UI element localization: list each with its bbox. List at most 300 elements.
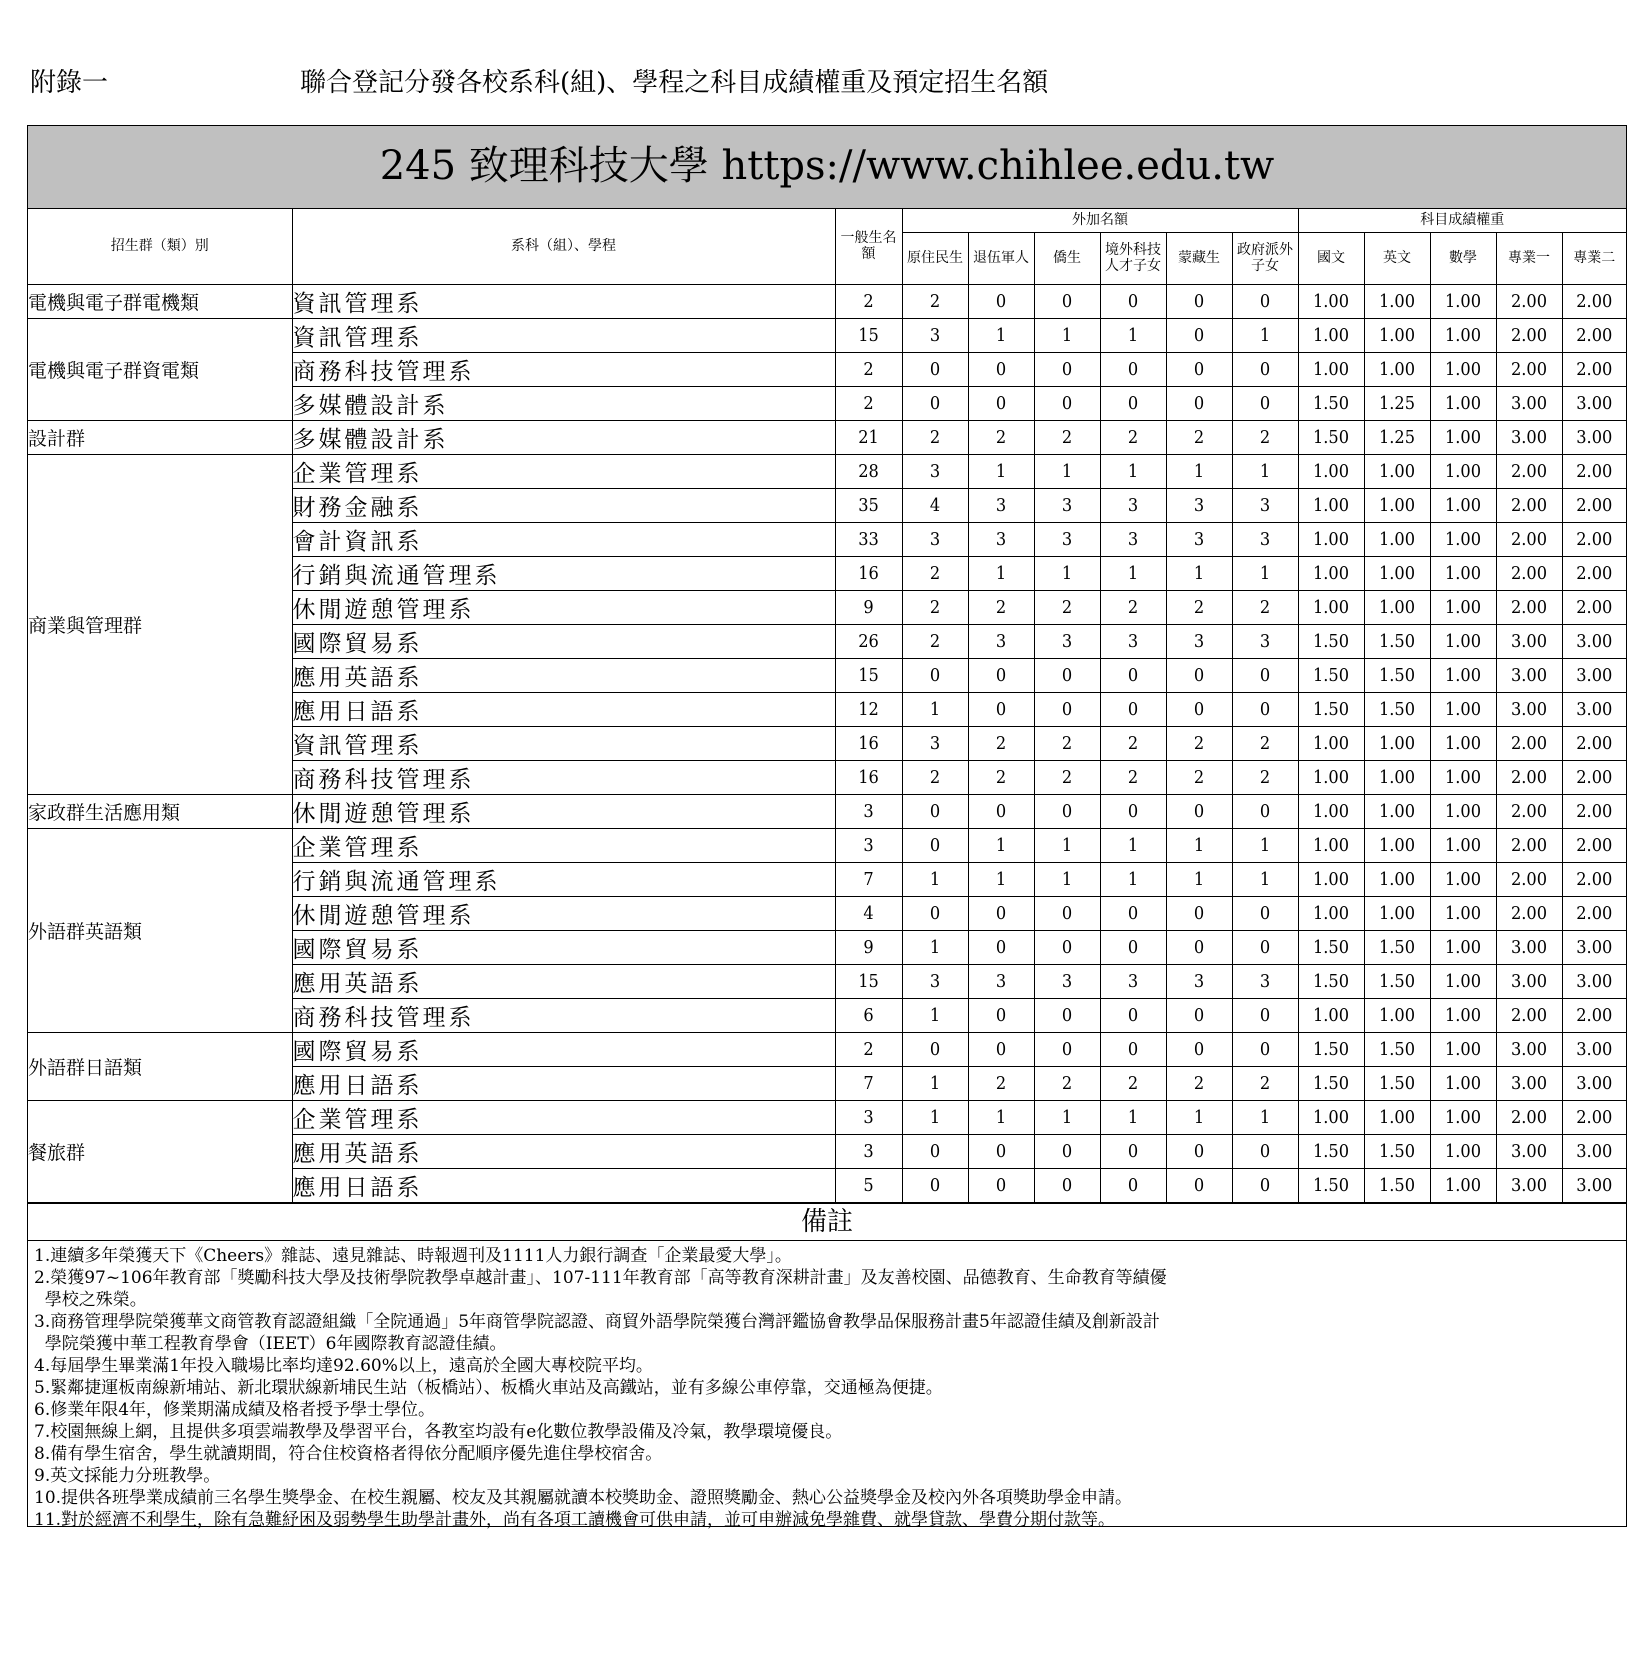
weight-cell: 1.00: [1430, 624, 1496, 658]
weight-cell: 3.00: [1562, 692, 1626, 726]
header-extra-quota: 外加名額: [902, 209, 1298, 232]
extra-quota-cell: 0: [968, 930, 1034, 964]
header-weight-col: 專業二: [1562, 232, 1626, 284]
note-item: 8.備有學生宿舍，學生就讀期間，符合住校資格者得依分配順序優先進住學校宿舍。: [34, 1443, 663, 1464]
group-cell: 電機與電子群資電類: [28, 318, 292, 420]
extra-quota-cell: 0: [1034, 896, 1100, 930]
extra-quota-cell: 0: [1166, 318, 1232, 352]
extra-quota-cell: 1: [902, 692, 968, 726]
extra-quota-cell: 0: [1034, 1168, 1100, 1202]
weight-cell: 1.00: [1364, 556, 1430, 590]
extra-quota-cell: 0: [968, 896, 1034, 930]
weight-cell: 2.00: [1496, 794, 1562, 828]
general-quota-cell: 16: [835, 556, 902, 590]
extra-quota-cell: 0: [1034, 794, 1100, 828]
weight-cell: 3.00: [1496, 692, 1562, 726]
extra-quota-cell: 2: [1100, 1066, 1166, 1100]
weight-cell: 3.00: [1562, 1134, 1626, 1168]
extra-quota-cell: 2: [1034, 760, 1100, 794]
dept-cell: 資訊管理系: [292, 726, 835, 760]
weight-cell: 2.00: [1496, 284, 1562, 318]
general-quota-cell: 7: [835, 1066, 902, 1100]
weight-cell: 3.00: [1496, 930, 1562, 964]
extra-quota-cell: 3: [1232, 624, 1298, 658]
weight-cell: 1.25: [1364, 420, 1430, 454]
weight-cell: 3.00: [1562, 386, 1626, 420]
weight-cell: 2.00: [1496, 454, 1562, 488]
weight-cell: 2.00: [1496, 590, 1562, 624]
extra-quota-cell: 3: [1034, 522, 1100, 556]
extra-quota-cell: 0: [968, 692, 1034, 726]
dept-cell: 多媒體設計系: [292, 386, 835, 420]
weight-cell: 1.00: [1298, 488, 1364, 522]
extra-quota-cell: 0: [1166, 896, 1232, 930]
extra-quota-cell: 0: [968, 998, 1034, 1032]
header-group: 招生群（類）別: [28, 209, 292, 284]
group-cell: 餐旅群: [28, 1100, 292, 1202]
weight-cell: 2.00: [1496, 352, 1562, 386]
weight-cell: 1.50: [1298, 1066, 1364, 1100]
extra-quota-cell: 0: [1232, 692, 1298, 726]
weight-cell: 1.00: [1298, 794, 1364, 828]
extra-quota-cell: 0: [1100, 930, 1166, 964]
general-quota-cell: 21: [835, 420, 902, 454]
extra-quota-cell: 0: [1034, 386, 1100, 420]
extra-quota-cell: 1: [1166, 862, 1232, 896]
header-dept: 系科（組）、學程: [292, 209, 835, 284]
extra-quota-cell: 0: [968, 352, 1034, 386]
extra-quota-cell: 3: [1232, 964, 1298, 998]
extra-quota-cell: 2: [1166, 726, 1232, 760]
appendix-label: 附錄一: [30, 68, 109, 98]
heading-title: 聯合登記分發各校系科(組)、學程之科目成績權重及預定招生名額: [300, 68, 1049, 98]
header-general-quota: 一般生名額: [835, 209, 902, 284]
weight-cell: 2.00: [1496, 556, 1562, 590]
extra-quota-cell: 0: [1166, 692, 1232, 726]
extra-quota-cell: 1: [968, 454, 1034, 488]
extra-quota-cell: 3: [1034, 488, 1100, 522]
extra-quota-cell: 3: [968, 964, 1034, 998]
extra-quota-cell: 0: [1166, 1032, 1232, 1066]
extra-quota-cell: 0: [1232, 284, 1298, 318]
weight-cell: 3.00: [1496, 420, 1562, 454]
dept-cell: 應用日語系: [292, 692, 835, 726]
extra-quota-cell: 2: [1166, 590, 1232, 624]
header-extra-col: 境外科技人才子女: [1100, 232, 1166, 284]
extra-quota-cell: 0: [1034, 692, 1100, 726]
extra-quota-cell: 0: [902, 794, 968, 828]
dept-cell: 休閒遊憩管理系: [292, 896, 835, 930]
weight-cell: 1.00: [1298, 556, 1364, 590]
extra-quota-cell: 0: [1100, 284, 1166, 318]
general-quota-cell: 4: [835, 896, 902, 930]
extra-quota-cell: 0: [1232, 930, 1298, 964]
extra-quota-cell: 1: [1232, 1100, 1298, 1134]
weight-cell: 2.00: [1496, 726, 1562, 760]
extra-quota-cell: 0: [1034, 998, 1100, 1032]
weight-cell: 1.00: [1364, 760, 1430, 794]
extra-quota-cell: 0: [1166, 284, 1232, 318]
extra-quota-cell: 0: [968, 658, 1034, 692]
weight-cell: 1.00: [1364, 284, 1430, 318]
general-quota-cell: 3: [835, 1100, 902, 1134]
weight-cell: 1.00: [1364, 352, 1430, 386]
extra-quota-cell: 1: [1232, 454, 1298, 488]
weight-cell: 1.00: [1430, 726, 1496, 760]
weight-cell: 1.25: [1364, 386, 1430, 420]
weight-cell: 1.00: [1298, 1100, 1364, 1134]
extra-quota-cell: 2: [1100, 726, 1166, 760]
weight-cell: 2.00: [1496, 998, 1562, 1032]
extra-quota-cell: 3: [1166, 624, 1232, 658]
extra-quota-cell: 1: [1232, 828, 1298, 862]
extra-quota-cell: 1: [902, 930, 968, 964]
extra-quota-cell: 1: [1034, 862, 1100, 896]
weight-cell: 1.00: [1298, 998, 1364, 1032]
extra-quota-cell: 2: [902, 624, 968, 658]
weight-cell: 1.50: [1364, 1032, 1430, 1066]
extra-quota-cell: 0: [1100, 692, 1166, 726]
weight-cell: 1.00: [1364, 794, 1430, 828]
weight-cell: 2.00: [1496, 522, 1562, 556]
extra-quota-cell: 0: [1166, 1168, 1232, 1202]
note-item: 10.提供各班學業成績前三名學生獎學金、在校生親屬、校友及其親屬就讀本校獎助金、證照獎勵金、熱心公益獎學金及校內外各項獎助學金申請。: [34, 1487, 1133, 1508]
weight-cell: 1.00: [1298, 862, 1364, 896]
extra-quota-cell: 0: [902, 896, 968, 930]
weight-cell: 2.00: [1562, 998, 1626, 1032]
extra-quota-cell: 1: [1034, 454, 1100, 488]
extra-quota-cell: 0: [1100, 1032, 1166, 1066]
general-quota-cell: 9: [835, 590, 902, 624]
extra-quota-cell: 0: [1100, 352, 1166, 386]
extra-quota-cell: 0: [902, 828, 968, 862]
extra-quota-cell: 2: [968, 760, 1034, 794]
weight-cell: 1.50: [1364, 692, 1430, 726]
weight-cell: 1.00: [1430, 658, 1496, 692]
group-cell: 家政群生活應用類: [28, 794, 292, 828]
extra-quota-cell: 3: [1034, 964, 1100, 998]
extra-quota-cell: 3: [1100, 964, 1166, 998]
extra-quota-cell: 3: [1100, 488, 1166, 522]
extra-quota-cell: 1: [902, 998, 968, 1032]
extra-quota-cell: 0: [1100, 896, 1166, 930]
dept-cell: 應用日語系: [292, 1066, 835, 1100]
weight-cell: 3.00: [1496, 386, 1562, 420]
extra-quota-cell: 0: [968, 1168, 1034, 1202]
dept-cell: 應用英語系: [292, 658, 835, 692]
dept-cell: 商務科技管理系: [292, 998, 835, 1032]
general-quota-cell: 7: [835, 862, 902, 896]
school-banner: 245 致理科技大學 https://www.chihlee.edu.tw: [28, 126, 1626, 209]
extra-quota-cell: 0: [1034, 1032, 1100, 1066]
note-item: 6.修業年限4年，修業期滿成績及格者授予學士學位。: [34, 1399, 436, 1420]
weight-cell: 2.00: [1562, 318, 1626, 352]
general-quota-cell: 5: [835, 1168, 902, 1202]
table-row: [28, 1100, 1626, 1134]
extra-quota-cell: 2: [1034, 420, 1100, 454]
extra-quota-cell: 2: [1166, 760, 1232, 794]
extra-quota-cell: 2: [968, 590, 1034, 624]
weight-cell: 1.00: [1298, 284, 1364, 318]
extra-quota-cell: 0: [902, 1032, 968, 1066]
weight-cell: 1.00: [1298, 896, 1364, 930]
extra-quota-cell: 0: [1100, 1168, 1166, 1202]
weight-cell: 3.00: [1496, 624, 1562, 658]
weight-cell: 3.00: [1496, 1032, 1562, 1066]
extra-quota-cell: 2: [902, 590, 968, 624]
extra-quota-cell: 2: [902, 420, 968, 454]
extra-quota-cell: 0: [1100, 386, 1166, 420]
note-item: 3.商務管理學院榮獲華文商管教育認證組織「全院通過」5年商管學院認證、商貿外語學院榮獲台灣評鑑協會教學品保服務計畫5年認證佳績及創新設計 學院榮獲中華工程教育學會（IEET）6年國際教育認證佳績。: [34, 1311, 1160, 1354]
extra-quota-cell: 0: [1166, 352, 1232, 386]
note-item: 1.連續多年榮獲天下《Cheers》雜誌、遠見雜誌、時報週刊及1111人力銀行調查「企業最愛大學」。: [34, 1245, 792, 1266]
weight-cell: 1.00: [1430, 386, 1496, 420]
weight-cell: 1.50: [1364, 1168, 1430, 1202]
extra-quota-cell: 1: [1232, 862, 1298, 896]
extra-quota-cell: 0: [1232, 1168, 1298, 1202]
general-quota-cell: 3: [835, 1134, 902, 1168]
weight-cell: 3.00: [1562, 1066, 1626, 1100]
dept-cell: 商務科技管理系: [292, 352, 835, 386]
general-quota-cell: 26: [835, 624, 902, 658]
extra-quota-cell: 0: [1232, 1032, 1298, 1066]
extra-quota-cell: 0: [902, 658, 968, 692]
weight-cell: 1.50: [1364, 658, 1430, 692]
extra-quota-cell: 0: [902, 352, 968, 386]
weight-cell: 1.00: [1298, 318, 1364, 352]
general-quota-cell: 2: [835, 1032, 902, 1066]
weight-cell: 1.00: [1430, 318, 1496, 352]
weight-cell: 2.00: [1496, 862, 1562, 896]
weight-cell: 1.50: [1298, 1134, 1364, 1168]
extra-quota-cell: 0: [902, 1168, 968, 1202]
weight-cell: 1.00: [1298, 352, 1364, 386]
weight-cell: 1.00: [1298, 590, 1364, 624]
weight-cell: 3.00: [1562, 1168, 1626, 1202]
extra-quota-cell: 1: [968, 828, 1034, 862]
extra-quota-cell: 1: [968, 556, 1034, 590]
weight-cell: 1.00: [1430, 556, 1496, 590]
extra-quota-cell: 1: [1034, 556, 1100, 590]
general-quota-cell: 2: [835, 284, 902, 318]
weight-cell: 1.00: [1298, 522, 1364, 556]
weight-cell: 1.50: [1298, 420, 1364, 454]
table-row: [28, 420, 1626, 454]
extra-quota-cell: 3: [1166, 964, 1232, 998]
table-row: [28, 794, 1626, 828]
dept-cell: 應用英語系: [292, 1134, 835, 1168]
weight-cell: 1.00: [1298, 828, 1364, 862]
extra-quota-cell: 0: [1232, 352, 1298, 386]
extra-quota-cell: 1: [968, 1100, 1034, 1134]
weight-cell: 1.00: [1364, 488, 1430, 522]
extra-quota-cell: 3: [1232, 522, 1298, 556]
dept-cell: 會計資訊系: [292, 522, 835, 556]
weight-cell: 1.00: [1430, 964, 1496, 998]
notes-title: 備註: [28, 1203, 1626, 1241]
weight-cell: 1.00: [1364, 522, 1430, 556]
weight-cell: 2.00: [1562, 896, 1626, 930]
weight-cell: 1.50: [1298, 930, 1364, 964]
extra-quota-cell: 0: [1166, 386, 1232, 420]
weight-cell: 3.00: [1496, 1066, 1562, 1100]
extra-quota-cell: 0: [1166, 998, 1232, 1032]
extra-quota-cell: 0: [968, 284, 1034, 318]
extra-quota-cell: 1: [968, 318, 1034, 352]
dept-cell: 國際貿易系: [292, 1032, 835, 1066]
weight-cell: 2.00: [1496, 760, 1562, 794]
dept-cell: 資訊管理系: [292, 284, 835, 318]
general-quota-cell: 33: [835, 522, 902, 556]
weight-cell: 1.00: [1430, 454, 1496, 488]
extra-quota-cell: 0: [968, 1032, 1034, 1066]
weight-cell: 2.00: [1562, 556, 1626, 590]
dept-cell: 資訊管理系: [292, 318, 835, 352]
extra-quota-cell: 1: [1166, 828, 1232, 862]
general-quota-cell: 15: [835, 658, 902, 692]
weight-cell: 2.00: [1496, 828, 1562, 862]
general-quota-cell: 3: [835, 794, 902, 828]
extra-quota-cell: 0: [1166, 1134, 1232, 1168]
note-item: 4.每屆學生畢業滿1年投入職場比率均達92.60%以上，遠高於全國大專校院平均。: [34, 1355, 653, 1376]
extra-quota-cell: 0: [1100, 658, 1166, 692]
weight-cell: 1.00: [1364, 590, 1430, 624]
weight-cell: 1.00: [1430, 1100, 1496, 1134]
extra-quota-cell: 3: [1232, 488, 1298, 522]
extra-quota-cell: 0: [1034, 352, 1100, 386]
extra-quota-cell: 0: [1232, 896, 1298, 930]
group-cell: 電機與電子群電機類: [28, 284, 292, 318]
weight-cell: 2.00: [1496, 1100, 1562, 1134]
extra-quota-cell: 1: [1166, 556, 1232, 590]
weight-cell: 1.50: [1298, 1168, 1364, 1202]
extra-quota-cell: 1: [1034, 828, 1100, 862]
extra-quota-cell: 2: [1232, 590, 1298, 624]
extra-quota-cell: 0: [1232, 998, 1298, 1032]
header-weight-col: 數學: [1430, 232, 1496, 284]
note-item: 11.對於經濟不利學生，除有急難紓困及弱勢學生助學計畫外，尚有各項工讀機會可供申請，並可申辦減免學雜費、就學貸款、學費分期付款等。: [34, 1509, 1116, 1530]
extra-quota-cell: 2: [968, 1066, 1034, 1100]
weight-cell: 3.00: [1562, 658, 1626, 692]
header-extra-col: 僑生: [1034, 232, 1100, 284]
extra-quota-cell: 0: [1100, 794, 1166, 828]
group-cell: 外語群英語類: [28, 828, 292, 1032]
dept-cell: 國際貿易系: [292, 624, 835, 658]
dept-cell: 應用英語系: [292, 964, 835, 998]
extra-quota-cell: 3: [1100, 624, 1166, 658]
extra-quota-cell: 0: [902, 1134, 968, 1168]
weight-cell: 1.00: [1364, 1100, 1430, 1134]
weight-cell: 1.50: [1364, 624, 1430, 658]
weight-cell: 2.00: [1562, 760, 1626, 794]
extra-quota-cell: 1: [1166, 454, 1232, 488]
dept-cell: 企業管理系: [292, 454, 835, 488]
weight-cell: 1.00: [1430, 760, 1496, 794]
extra-quota-cell: 0: [1166, 930, 1232, 964]
extra-quota-cell: 1: [1232, 556, 1298, 590]
header-extra-col: 退伍軍人: [968, 232, 1034, 284]
dept-cell: 行銷與流通管理系: [292, 862, 835, 896]
note-item: 7.校園無線上網，且提供多項雲端教學及學習平台，各教室均設有e化數位教學設備及冷氣，教學環境優良。: [34, 1421, 843, 1442]
weight-cell: 3.00: [1562, 420, 1626, 454]
extra-quota-cell: 0: [1166, 794, 1232, 828]
weight-cell: 1.00: [1430, 1032, 1496, 1066]
table-row: [28, 828, 1626, 862]
weight-cell: 2.00: [1562, 590, 1626, 624]
group-cell: 設計群: [28, 420, 292, 454]
weight-cell: 1.00: [1364, 862, 1430, 896]
weight-cell: 2.00: [1496, 896, 1562, 930]
extra-quota-cell: 0: [968, 794, 1034, 828]
extra-quota-cell: 0: [1034, 930, 1100, 964]
weight-cell: 1.00: [1298, 760, 1364, 794]
extra-quota-cell: 2: [1100, 420, 1166, 454]
group-cell: 商業與管理群: [28, 454, 292, 794]
extra-quota-cell: 3: [968, 488, 1034, 522]
weight-cell: 2.00: [1562, 1100, 1626, 1134]
extra-quota-cell: 1: [1100, 556, 1166, 590]
weight-cell: 2.00: [1562, 794, 1626, 828]
extra-quota-cell: 3: [968, 522, 1034, 556]
extra-quota-cell: 1: [1232, 318, 1298, 352]
extra-quota-cell: 0: [1034, 1134, 1100, 1168]
weight-cell: 1.00: [1430, 1066, 1496, 1100]
header-extra-col: 政府派外子女: [1232, 232, 1298, 284]
extra-quota-cell: 1: [1034, 1100, 1100, 1134]
dept-cell: 國際貿易系: [292, 930, 835, 964]
weight-cell: 2.00: [1562, 522, 1626, 556]
extra-quota-cell: 2: [902, 760, 968, 794]
dept-cell: 休閒遊憩管理系: [292, 590, 835, 624]
weight-cell: 3.00: [1496, 658, 1562, 692]
extra-quota-cell: 0: [1166, 658, 1232, 692]
header-extra-col: 原住民生: [902, 232, 968, 284]
weight-cell: 1.00: [1430, 420, 1496, 454]
weight-cell: 1.50: [1364, 930, 1430, 964]
weight-cell: 1.00: [1430, 692, 1496, 726]
extra-quota-cell: 0: [1034, 284, 1100, 318]
general-quota-cell: 2: [835, 386, 902, 420]
header-weight-col: 英文: [1364, 232, 1430, 284]
header-extra-col: 蒙藏生: [1166, 232, 1232, 284]
general-quota-cell: 28: [835, 454, 902, 488]
weight-cell: 3.00: [1496, 1134, 1562, 1168]
dept-cell: 企業管理系: [292, 1100, 835, 1134]
note-item: 5.緊鄰捷運板南線新埔站、新北環狀線新埔民生站（板橋站）、板橋火車站及高鐵站，並有多線公車停靠，交通極為便捷。: [34, 1377, 943, 1398]
weight-cell: 1.50: [1364, 1134, 1430, 1168]
dept-cell: 多媒體設計系: [292, 420, 835, 454]
extra-quota-cell: 2: [1100, 760, 1166, 794]
extra-quota-cell: 0: [1034, 658, 1100, 692]
weight-cell: 1.00: [1430, 1134, 1496, 1168]
weight-cell: 1.50: [1298, 1032, 1364, 1066]
weight-cell: 3.00: [1562, 624, 1626, 658]
extra-quota-cell: 2: [1232, 420, 1298, 454]
weight-cell: 1.00: [1298, 454, 1364, 488]
weight-cell: 3.00: [1496, 964, 1562, 998]
table-row: [28, 1032, 1626, 1066]
general-quota-cell: 3: [835, 828, 902, 862]
weight-cell: 1.50: [1298, 692, 1364, 726]
weight-cell: 1.00: [1364, 318, 1430, 352]
extra-quota-cell: 1: [902, 1066, 968, 1100]
table-row: [28, 318, 1626, 352]
extra-quota-cell: 3: [902, 522, 968, 556]
extra-quota-cell: 0: [1100, 998, 1166, 1032]
weight-cell: 1.00: [1430, 896, 1496, 930]
weight-cell: 1.00: [1430, 862, 1496, 896]
weight-cell: 1.50: [1298, 658, 1364, 692]
